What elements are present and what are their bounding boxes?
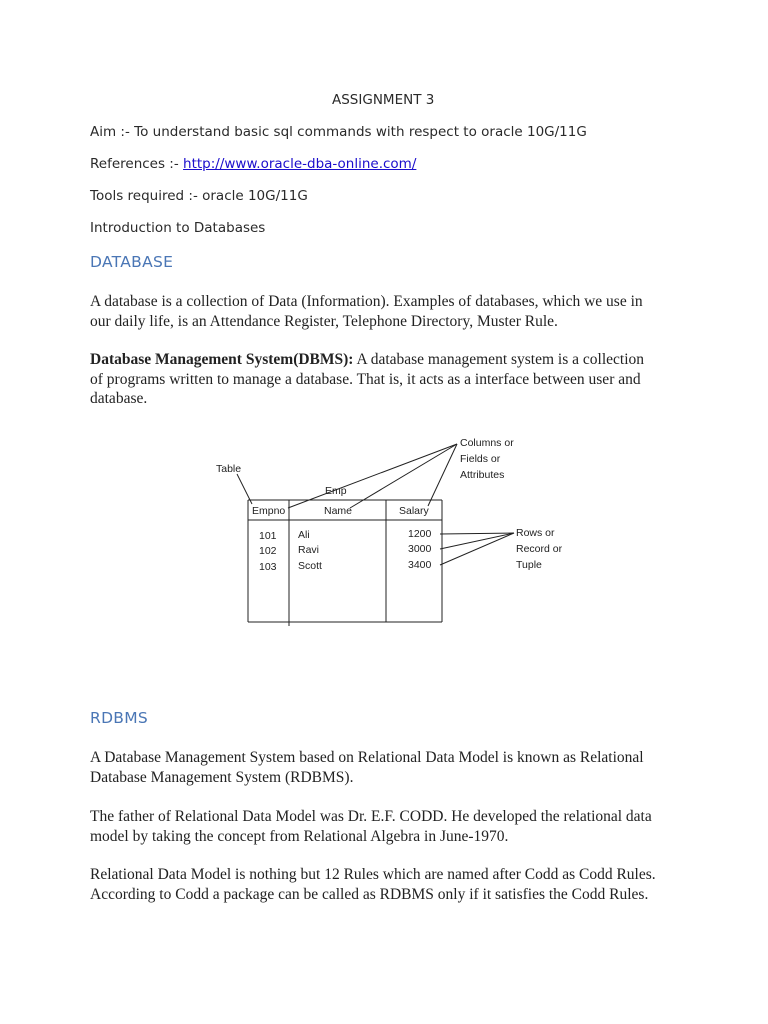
label-columns-1: Columns or — [460, 437, 514, 449]
references-prefix: References :- — [90, 156, 184, 172]
rdbms-heading: RDBMS — [90, 709, 149, 727]
label-columns-2: Fields or — [460, 453, 501, 465]
references-link[interactable]: http://www.oracle-dba-online.com/ — [183, 156, 417, 172]
label-rows-1: Rows or — [516, 527, 555, 539]
rdbms-paragraph-2: The father of Relational Data Model was Dr. E.F. CODD. He developed the relational data model by taking the concept from Relational Algebra in June-1970. — [90, 808, 652, 845]
header-salary: Salary — [399, 505, 429, 517]
table-diagram — [200, 428, 580, 633]
rdbms-paragraph-1: A Database Management System based on Relational Data Model is known as Relational Database Management System (RDBMS). — [90, 749, 644, 786]
database-paragraph: A database is a collection of Data (Information). Examples of databases, which we use in our daily life, is an Attendance Register, Telephone Directory, Muster Rule. — [90, 293, 643, 330]
cell-name-1: Ali — [298, 529, 310, 541]
aim-line: Aim :- To understand basic sql commands with respect to oracle 10G/11G — [90, 124, 587, 140]
cell-empno-1: 101 — [259, 530, 277, 542]
cell-salary-3: 3400 — [408, 559, 432, 571]
header-empno: Empno — [252, 505, 286, 517]
label-emp: Emp — [325, 485, 347, 497]
cell-name-2: Ravi — [298, 544, 320, 556]
cell-empno-3: 103 — [259, 561, 277, 573]
label-rows-2: Record or — [516, 543, 563, 555]
header-name: Name — [324, 505, 353, 517]
label-table: Table — [216, 463, 242, 475]
rdbms-paragraph-3: Relational Data Model is nothing but 12 Rules which are named after Codd as Codd Rules. According to Codd a package can be called as RDBMS only if it satisfies the Codd Rules. — [90, 866, 656, 903]
database-heading: DATABASE — [90, 253, 174, 271]
dbms-paragraph — [90, 350, 650, 409]
label-rows-3: Tuple — [516, 559, 542, 571]
tools-line: Tools required :- oracle 10G/11G — [90, 188, 308, 204]
dbms-text: A database management system is a collection of programs written to manage a database. That is, it acts as a interface between user and database. — [90, 351, 645, 407]
cell-name-3: Scott — [298, 560, 322, 572]
cell-salary-1: 1200 — [408, 528, 432, 540]
references-line — [90, 156, 416, 172]
cell-salary-2: 3000 — [408, 543, 432, 555]
cell-empno-2: 102 — [259, 545, 277, 557]
label-columns-3: Attributes — [460, 469, 505, 481]
dbms-term: Database Management System(DBMS): — [90, 351, 354, 368]
assignment-title: ASSIGNMENT 3 — [332, 92, 435, 108]
intro-line: Introduction to Databases — [90, 220, 266, 236]
